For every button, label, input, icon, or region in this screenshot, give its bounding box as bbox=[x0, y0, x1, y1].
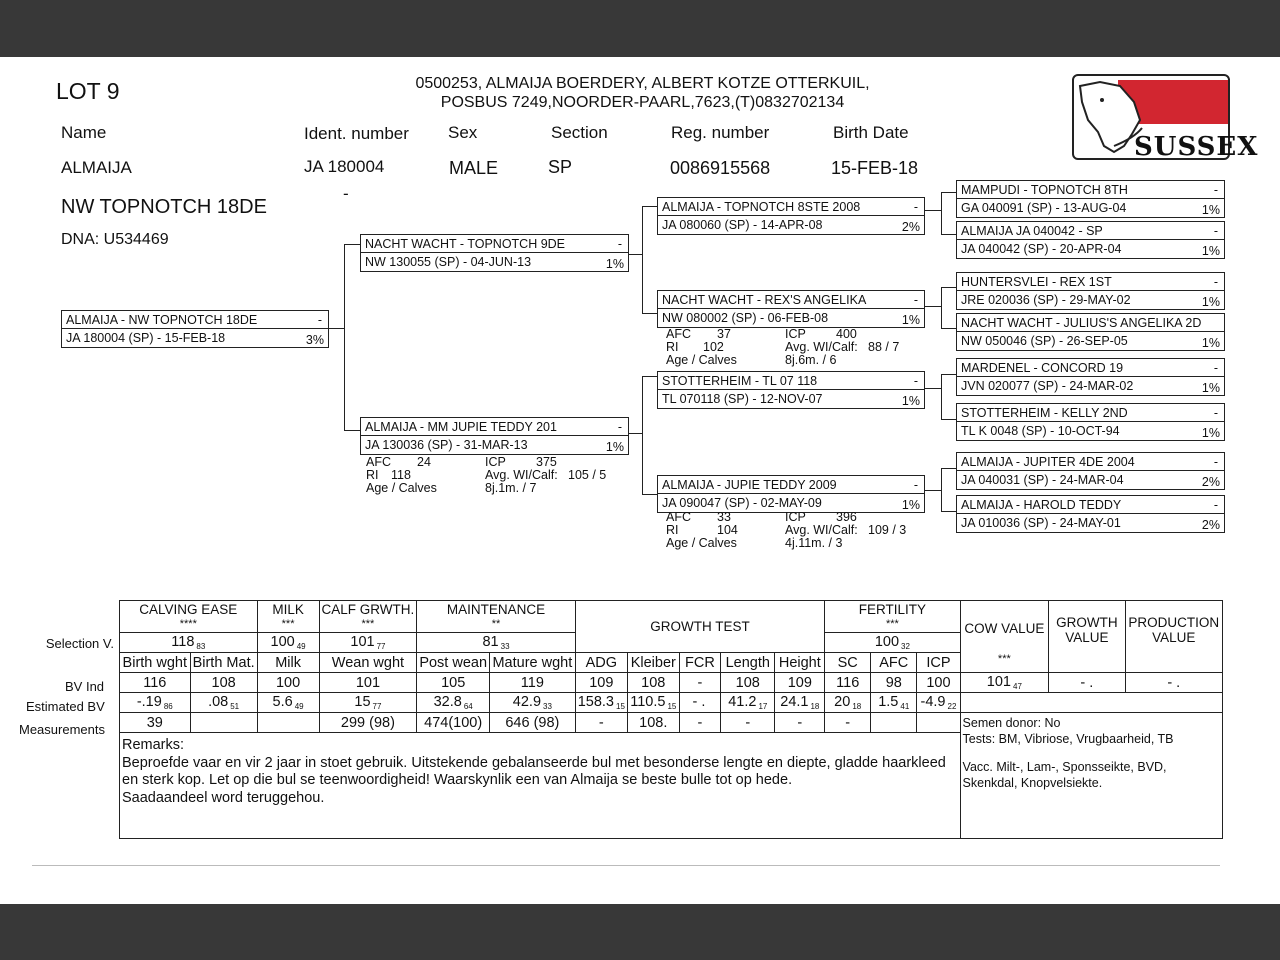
estimated-cell bbox=[917, 693, 960, 713]
sd-id: NW 080002 (SP) - 06-FEB-08 bbox=[662, 311, 829, 325]
connector bbox=[941, 419, 956, 420]
sdd-pct: 1% bbox=[1201, 336, 1220, 350]
connector bbox=[629, 254, 642, 255]
group-calf: CALF GRWTH. *** bbox=[319, 601, 417, 633]
ds-pct: 1% bbox=[901, 394, 920, 408]
estimated-cell bbox=[417, 693, 490, 713]
sd-pct: 1% bbox=[901, 313, 920, 327]
sds-flag: - bbox=[1213, 275, 1218, 289]
bv-ind-gv: - . bbox=[1049, 673, 1125, 693]
measurement-cell: 299 (98) bbox=[319, 713, 417, 733]
trait-header: Birth Mat. bbox=[190, 653, 257, 673]
group-gv: GROWTH VALUE bbox=[1049, 601, 1125, 673]
ddd-pct: 2% bbox=[1201, 518, 1220, 532]
connector bbox=[925, 490, 941, 491]
estimated-cell bbox=[721, 693, 775, 713]
measurement-cell bbox=[257, 713, 319, 733]
connector bbox=[344, 244, 360, 245]
estimated-cell bbox=[575, 693, 627, 713]
dd-name: ALMAIJA - JUPIE TEDDY 2009 bbox=[662, 478, 837, 492]
connector bbox=[642, 376, 643, 494]
ss-pct: 2% bbox=[901, 220, 920, 234]
sdd-id: NW 050046 (SP) - 26-SEP-05 bbox=[961, 334, 1128, 348]
lot-number: LOT 9 bbox=[56, 78, 120, 104]
bv-ind-cell: 98 bbox=[871, 673, 917, 693]
sel-calving: 118 $_{83}$ bbox=[120, 633, 258, 653]
trait-header: Post wean bbox=[417, 653, 490, 673]
sel-milk: 100 $_{49}$ bbox=[257, 633, 319, 653]
animal-ident: JA 180004 bbox=[304, 157, 385, 176]
bv-ind-pv: - . bbox=[1125, 673, 1222, 693]
ssd-flag: - bbox=[1213, 224, 1218, 238]
group-maint: MAINTENANCE ** bbox=[417, 601, 575, 633]
header-birth: Birth Date bbox=[833, 123, 909, 142]
remarks-text-2: Saadaandeel word teruggehou. bbox=[122, 789, 325, 806]
group-fert: FERTILITY *** bbox=[825, 601, 960, 633]
subject-id: JA 180004 (SP) - 15-FEB-18 bbox=[66, 331, 226, 345]
estimated-value: 15 bbox=[354, 694, 371, 710]
dd-flag: - bbox=[913, 478, 918, 492]
sdd-name: NACHT WACHT - JULIUS'S ANGELIKA 2D bbox=[961, 316, 1202, 330]
connector bbox=[642, 206, 657, 207]
connector bbox=[344, 244, 345, 430]
bv-ind-cell: 101 bbox=[319, 673, 417, 693]
estimated-value: 42.9 bbox=[512, 694, 542, 710]
breeder-address bbox=[330, 74, 955, 112]
estimated-value: -.19 bbox=[136, 694, 162, 710]
sel-calf: 101 $_{77}$ bbox=[319, 633, 417, 653]
sire-pct: 1% bbox=[605, 257, 624, 271]
estimated-acc: 51 bbox=[230, 702, 240, 711]
measurement-cell bbox=[190, 713, 257, 733]
group-header-row bbox=[120, 601, 1223, 633]
pedigree-dsd bbox=[956, 403, 1225, 441]
connector bbox=[642, 313, 657, 314]
bv-ind-cow-value: 101 bbox=[986, 674, 1011, 690]
estimated-value: 32.8 bbox=[433, 694, 462, 710]
estimated-value: 24.1 bbox=[780, 694, 809, 710]
subject-flag: - bbox=[317, 313, 322, 327]
trait-header: FCR bbox=[679, 653, 721, 673]
dam-dam-stats: AFC 33 ICP 396 RI 104 Avg. WI/Calf: 109 / 3 Age / Calves 4j.11m. / 3 bbox=[666, 510, 907, 550]
animal-prefix: ALMAIJA bbox=[61, 158, 132, 177]
ss-id: JA 080060 (SP) - 14-APR-08 bbox=[662, 218, 823, 232]
ss-name: ALMAIJA - TOPNOTCH 8STE 2008 bbox=[662, 200, 861, 214]
connector bbox=[941, 374, 956, 375]
estimated-cell bbox=[871, 693, 917, 713]
estimated-value: -4.9 bbox=[920, 694, 946, 710]
group-calving: CALVING EASE **** bbox=[120, 601, 258, 633]
ddd-flag: - bbox=[1213, 498, 1218, 512]
measurement-cell bbox=[917, 713, 960, 733]
sss-pct: 1% bbox=[1201, 203, 1220, 217]
breeder-line-1: 0500253, ALMAIJA BOERDERY, ALBERT KOTZE OTTERKUIL, bbox=[415, 75, 870, 92]
row-label-selection: Selection V. bbox=[45, 636, 114, 651]
connector bbox=[925, 210, 941, 211]
group-cow: COW VALUE *** bbox=[960, 601, 1049, 673]
pedigree-dds bbox=[956, 452, 1225, 490]
estimated-value: .08 bbox=[208, 694, 229, 710]
header-reg: Reg. number bbox=[671, 123, 770, 142]
trait-header: Length bbox=[721, 653, 775, 673]
pedigree-ssd bbox=[956, 221, 1225, 259]
estimated-acc: 33 bbox=[543, 702, 552, 711]
dsd-id: TL K 0048 (SP) - 10-OCT-94 bbox=[961, 424, 1120, 438]
trait-header: Kleiber bbox=[627, 653, 679, 673]
connector bbox=[925, 388, 941, 389]
animal-reg: 0086915568 bbox=[670, 158, 771, 178]
subject-name: ALMAIJA - NW TOPNOTCH 18DE bbox=[66, 313, 258, 327]
dsd-flag: - bbox=[1213, 406, 1218, 420]
animal-birth: 15-FEB-18 bbox=[831, 158, 919, 178]
bv-ind-cell: 116 bbox=[825, 673, 871, 693]
trait-header: ICP bbox=[917, 653, 960, 673]
connector bbox=[329, 328, 345, 329]
estimated-value: 5.6 bbox=[272, 694, 293, 710]
estimated-cell bbox=[257, 693, 319, 713]
measurements-row bbox=[120, 713, 1223, 733]
measurement-cell: 474(100) bbox=[417, 713, 490, 733]
connector bbox=[344, 430, 360, 431]
connector bbox=[941, 234, 956, 235]
sss-flag: - bbox=[1213, 183, 1218, 197]
animal-ident-sub: - bbox=[343, 184, 349, 203]
bv-ind-cell: 105 bbox=[417, 673, 490, 693]
ssd-id: JA 040042 (SP) - 20-APR-04 bbox=[961, 242, 1122, 256]
row-label-estimated: Estimated BV bbox=[26, 699, 105, 714]
estimated-cell bbox=[627, 693, 679, 713]
row-label-bv-ind: BV Ind bbox=[65, 679, 105, 694]
pedigree-sire-dam bbox=[657, 290, 925, 328]
sire-flag: - bbox=[617, 237, 622, 251]
pedigree-sdd bbox=[956, 313, 1225, 351]
connector bbox=[642, 206, 643, 313]
estimated-acc: 18 bbox=[810, 702, 820, 711]
estimated-acc: 41 bbox=[900, 702, 910, 711]
sire-id: NW 130055 (SP) - 04-JUN-13 bbox=[365, 255, 532, 269]
connector bbox=[941, 192, 942, 234]
dds-id: JA 040031 (SP) - 24-MAR-04 bbox=[961, 473, 1124, 487]
animal-section: SP bbox=[548, 157, 573, 177]
estimated-row bbox=[120, 693, 1223, 713]
trait-header: Milk bbox=[257, 653, 319, 673]
breeder-line-2: POSBUS 7249,NOORDER-PAARL,7623,(T)0832702134 bbox=[440, 94, 845, 111]
estimated-acc: 77 bbox=[372, 702, 382, 711]
sss-name: MAMPUDI - TOPNOTCH 8TH bbox=[961, 183, 1128, 197]
row-label-measurements: Measurements bbox=[19, 722, 105, 737]
sire-name: NACHT WACHT - TOPNOTCH 9DE bbox=[365, 237, 566, 251]
bottom-bar bbox=[0, 904, 1280, 960]
estimated-acc: 49 bbox=[294, 702, 304, 711]
dam-flag: - bbox=[617, 420, 622, 434]
connector bbox=[941, 287, 956, 288]
estimated-value: 20 bbox=[834, 694, 851, 710]
cow-info bbox=[960, 713, 1222, 839]
connector bbox=[941, 374, 942, 419]
connector bbox=[629, 433, 642, 434]
pedigree-dam-dam bbox=[657, 475, 925, 513]
estimated-acc: 15 bbox=[616, 702, 625, 711]
sire-dam-stats: AFC 37 ICP 400 RI 102 Avg. WI/Calf: 88 / 7 Age / Calves 8j.6m. / 6 bbox=[666, 327, 900, 367]
connector bbox=[925, 306, 941, 307]
group-milk: MILK *** bbox=[257, 601, 319, 633]
trait-header: Wean wght bbox=[319, 653, 417, 673]
estimated-value: 110.5 bbox=[630, 694, 666, 710]
trait-header: Birth wght bbox=[120, 653, 191, 673]
header-section: Section bbox=[551, 123, 608, 142]
estimated-cell bbox=[319, 693, 417, 713]
pedigree-sss bbox=[956, 180, 1225, 218]
estimated-acc: 15 bbox=[667, 702, 677, 711]
animal-dna: DNA: U534469 bbox=[61, 231, 169, 248]
semen-donor: Semen donor: No bbox=[962, 716, 1061, 730]
subject-pct: 3% bbox=[305, 333, 324, 347]
sss-id: GA 040091 (SP) - 13-AUG-04 bbox=[961, 201, 1127, 215]
estimated-cell bbox=[190, 693, 257, 713]
bv-ind-cell: 100 bbox=[917, 673, 960, 693]
vaccinations: Vacc. Milt-, Lam-, Sponsseikte, BVD, Skenkdal, Knopvelsiekte. bbox=[962, 760, 1167, 790]
group-pv: PRODUCTION VALUE bbox=[1125, 601, 1222, 673]
bv-ind-cell: 109 bbox=[575, 673, 627, 693]
estimated-cell bbox=[825, 693, 871, 713]
bv-ind-cell: 108 bbox=[190, 673, 257, 693]
ddd-name: ALMAIJA - HAROLD TEDDY bbox=[961, 498, 1122, 512]
connector bbox=[941, 328, 956, 329]
connector bbox=[642, 376, 657, 377]
bv-ind-cell: 109 bbox=[775, 673, 825, 693]
header-ident: Ident. number bbox=[304, 124, 409, 143]
tests: Tests: BM, Vibriose, Vrugbaarheid, TB bbox=[962, 732, 1174, 746]
measurement-cell: - bbox=[825, 713, 871, 733]
pedigree-dam bbox=[360, 417, 629, 455]
pedigree-subject bbox=[61, 310, 329, 348]
measurement-cell: - bbox=[775, 713, 825, 733]
dss-name: MARDENEL - CONCORD 19 bbox=[961, 361, 1124, 375]
trait-header: AFC bbox=[871, 653, 917, 673]
bv-ind-cow bbox=[960, 673, 1049, 693]
ddd-id: JA 010036 (SP) - 24-MAY-01 bbox=[961, 516, 1121, 530]
animal-name: NW TOPNOTCH 18DE bbox=[61, 196, 267, 218]
ds-id: TL 070118 (SP) - 12-NOV-07 bbox=[662, 392, 823, 406]
estimated-acc: 86 bbox=[163, 702, 173, 711]
estimated-acc: 18 bbox=[852, 702, 862, 711]
sussex-logo bbox=[1072, 74, 1259, 162]
estimated-cell bbox=[775, 693, 825, 713]
bv-ind-cell: - bbox=[679, 673, 721, 693]
trait-header: Mature wght bbox=[490, 653, 576, 673]
bv-ind-cell: 100 bbox=[257, 673, 319, 693]
pedigree-dss bbox=[956, 358, 1225, 396]
pedigree-sds bbox=[956, 272, 1225, 310]
estimated-acc: 22 bbox=[947, 702, 957, 711]
measurement-cell: - bbox=[721, 713, 775, 733]
estimated-cell bbox=[120, 693, 191, 713]
measurement-cell: 39 bbox=[120, 713, 191, 733]
dam-stats: AFC 24 ICP 375 RI 118 Avg. WI/Calf: 105 / 5 Age / Calves 8j.1m. / 7 bbox=[366, 455, 607, 495]
bv-ind-cow-acc: 47 bbox=[1013, 682, 1022, 691]
connector bbox=[941, 192, 956, 193]
estimated-cell bbox=[679, 693, 721, 713]
pedigree-sire bbox=[360, 234, 629, 272]
ds-flag: - bbox=[913, 374, 918, 388]
dds-flag: - bbox=[1213, 455, 1218, 469]
dsd-pct: 1% bbox=[1201, 426, 1220, 440]
bv-ind-cell: 116 bbox=[120, 673, 191, 693]
sd-name: NACHT WACHT - REX'S ANGELIKA bbox=[662, 293, 867, 307]
dd-pct: 1% bbox=[901, 498, 920, 512]
estimated-value: 1.5 bbox=[878, 694, 899, 710]
remarks-text: Beproefde vaar en vir 2 jaar in stoet gebruik. Uitstekende gebalanseerde bul met besonderse lengte en diepte, gladde haarkleed en sterk kop. Let op die bul se teenwoordigheid! Waarskynlik een van Almaija se beste bulle tot op hede. bbox=[122, 754, 946, 788]
connector bbox=[642, 494, 657, 495]
sd-flag: - bbox=[913, 293, 918, 307]
dam-pct: 1% bbox=[605, 440, 624, 454]
ss-flag: - bbox=[913, 200, 918, 214]
animal-sex: MALE bbox=[449, 158, 499, 178]
bv-ind-cell: 108 bbox=[721, 673, 775, 693]
measurement-cell: 108. bbox=[627, 713, 679, 733]
connector bbox=[941, 511, 956, 512]
group-growth: GROWTH TEST bbox=[575, 601, 825, 653]
trait-header: ADG bbox=[575, 653, 627, 673]
ssd-pct: 1% bbox=[1201, 244, 1220, 258]
estimated-acc: 17 bbox=[758, 702, 768, 711]
measurement-cell: 646 (98) bbox=[490, 713, 576, 733]
sds-id: JRE 020036 (SP) - 29-MAY-02 bbox=[961, 293, 1131, 307]
header-sex: Sex bbox=[448, 123, 478, 142]
measurement-cell: - bbox=[679, 713, 721, 733]
estimated-cell bbox=[490, 693, 576, 713]
estimated-value: - . bbox=[692, 694, 706, 710]
trait-header: Height bbox=[775, 653, 825, 673]
connector bbox=[941, 468, 956, 469]
dss-pct: 1% bbox=[1201, 381, 1220, 395]
dam-id: JA 130036 (SP) - 31-MAR-13 bbox=[365, 438, 528, 452]
pedigree-sire-sire bbox=[657, 197, 925, 235]
bv-ind-cell: 108 bbox=[627, 673, 679, 693]
dss-id: JVN 020077 (SP) - 24-MAR-02 bbox=[961, 379, 1134, 393]
dds-pct: 2% bbox=[1201, 475, 1220, 489]
pedigree-dam-sire bbox=[657, 371, 925, 409]
connector bbox=[941, 287, 942, 328]
estimated-value: 41.2 bbox=[728, 694, 757, 710]
dds-name: ALMAIJA - JUPITER 4DE 2004 bbox=[961, 455, 1135, 469]
bv-ind-row bbox=[120, 673, 1223, 693]
estimated-value: 158.3 bbox=[577, 694, 614, 710]
estimated-empty bbox=[960, 693, 1222, 713]
sel-fert: 100 $_{32}$ bbox=[825, 633, 960, 653]
trait-header: SC bbox=[825, 653, 871, 673]
sds-name: HUNTERSVLEI - REX 1ST bbox=[961, 275, 1112, 289]
remarks-label: Remarks: bbox=[122, 737, 185, 753]
pedigree-ddd bbox=[956, 495, 1225, 533]
dsd-name: STOTTERHEIM - KELLY 2ND bbox=[961, 406, 1128, 420]
dss-flag: - bbox=[1213, 361, 1218, 375]
top-bar bbox=[0, 0, 1280, 57]
connector bbox=[941, 468, 942, 511]
ssd-name: ALMAIJA JA 040042 - SP bbox=[961, 224, 1103, 238]
logo-text: SUSSEX bbox=[1134, 132, 1259, 162]
measurement-cell bbox=[871, 713, 917, 733]
sds-pct: 1% bbox=[1201, 295, 1220, 309]
divider bbox=[32, 865, 1220, 866]
sel-maint: 81 $_{33}$ bbox=[417, 633, 575, 653]
ds-name: STOTTERHEIM - TL 07 118 bbox=[662, 374, 818, 388]
dd-id: JA 090047 (SP) - 02-MAY-09 bbox=[662, 496, 822, 510]
header-name: Name bbox=[61, 123, 107, 142]
bv-ind-cell: 119 bbox=[490, 673, 576, 693]
breeding-values-table bbox=[119, 600, 1223, 839]
estimated-acc: 64 bbox=[463, 702, 473, 711]
dam-name: ALMAIJA - MM JUPIE TEDDY 201 bbox=[365, 420, 557, 434]
remarks bbox=[120, 733, 961, 839]
measurement-cell: - bbox=[575, 713, 627, 733]
